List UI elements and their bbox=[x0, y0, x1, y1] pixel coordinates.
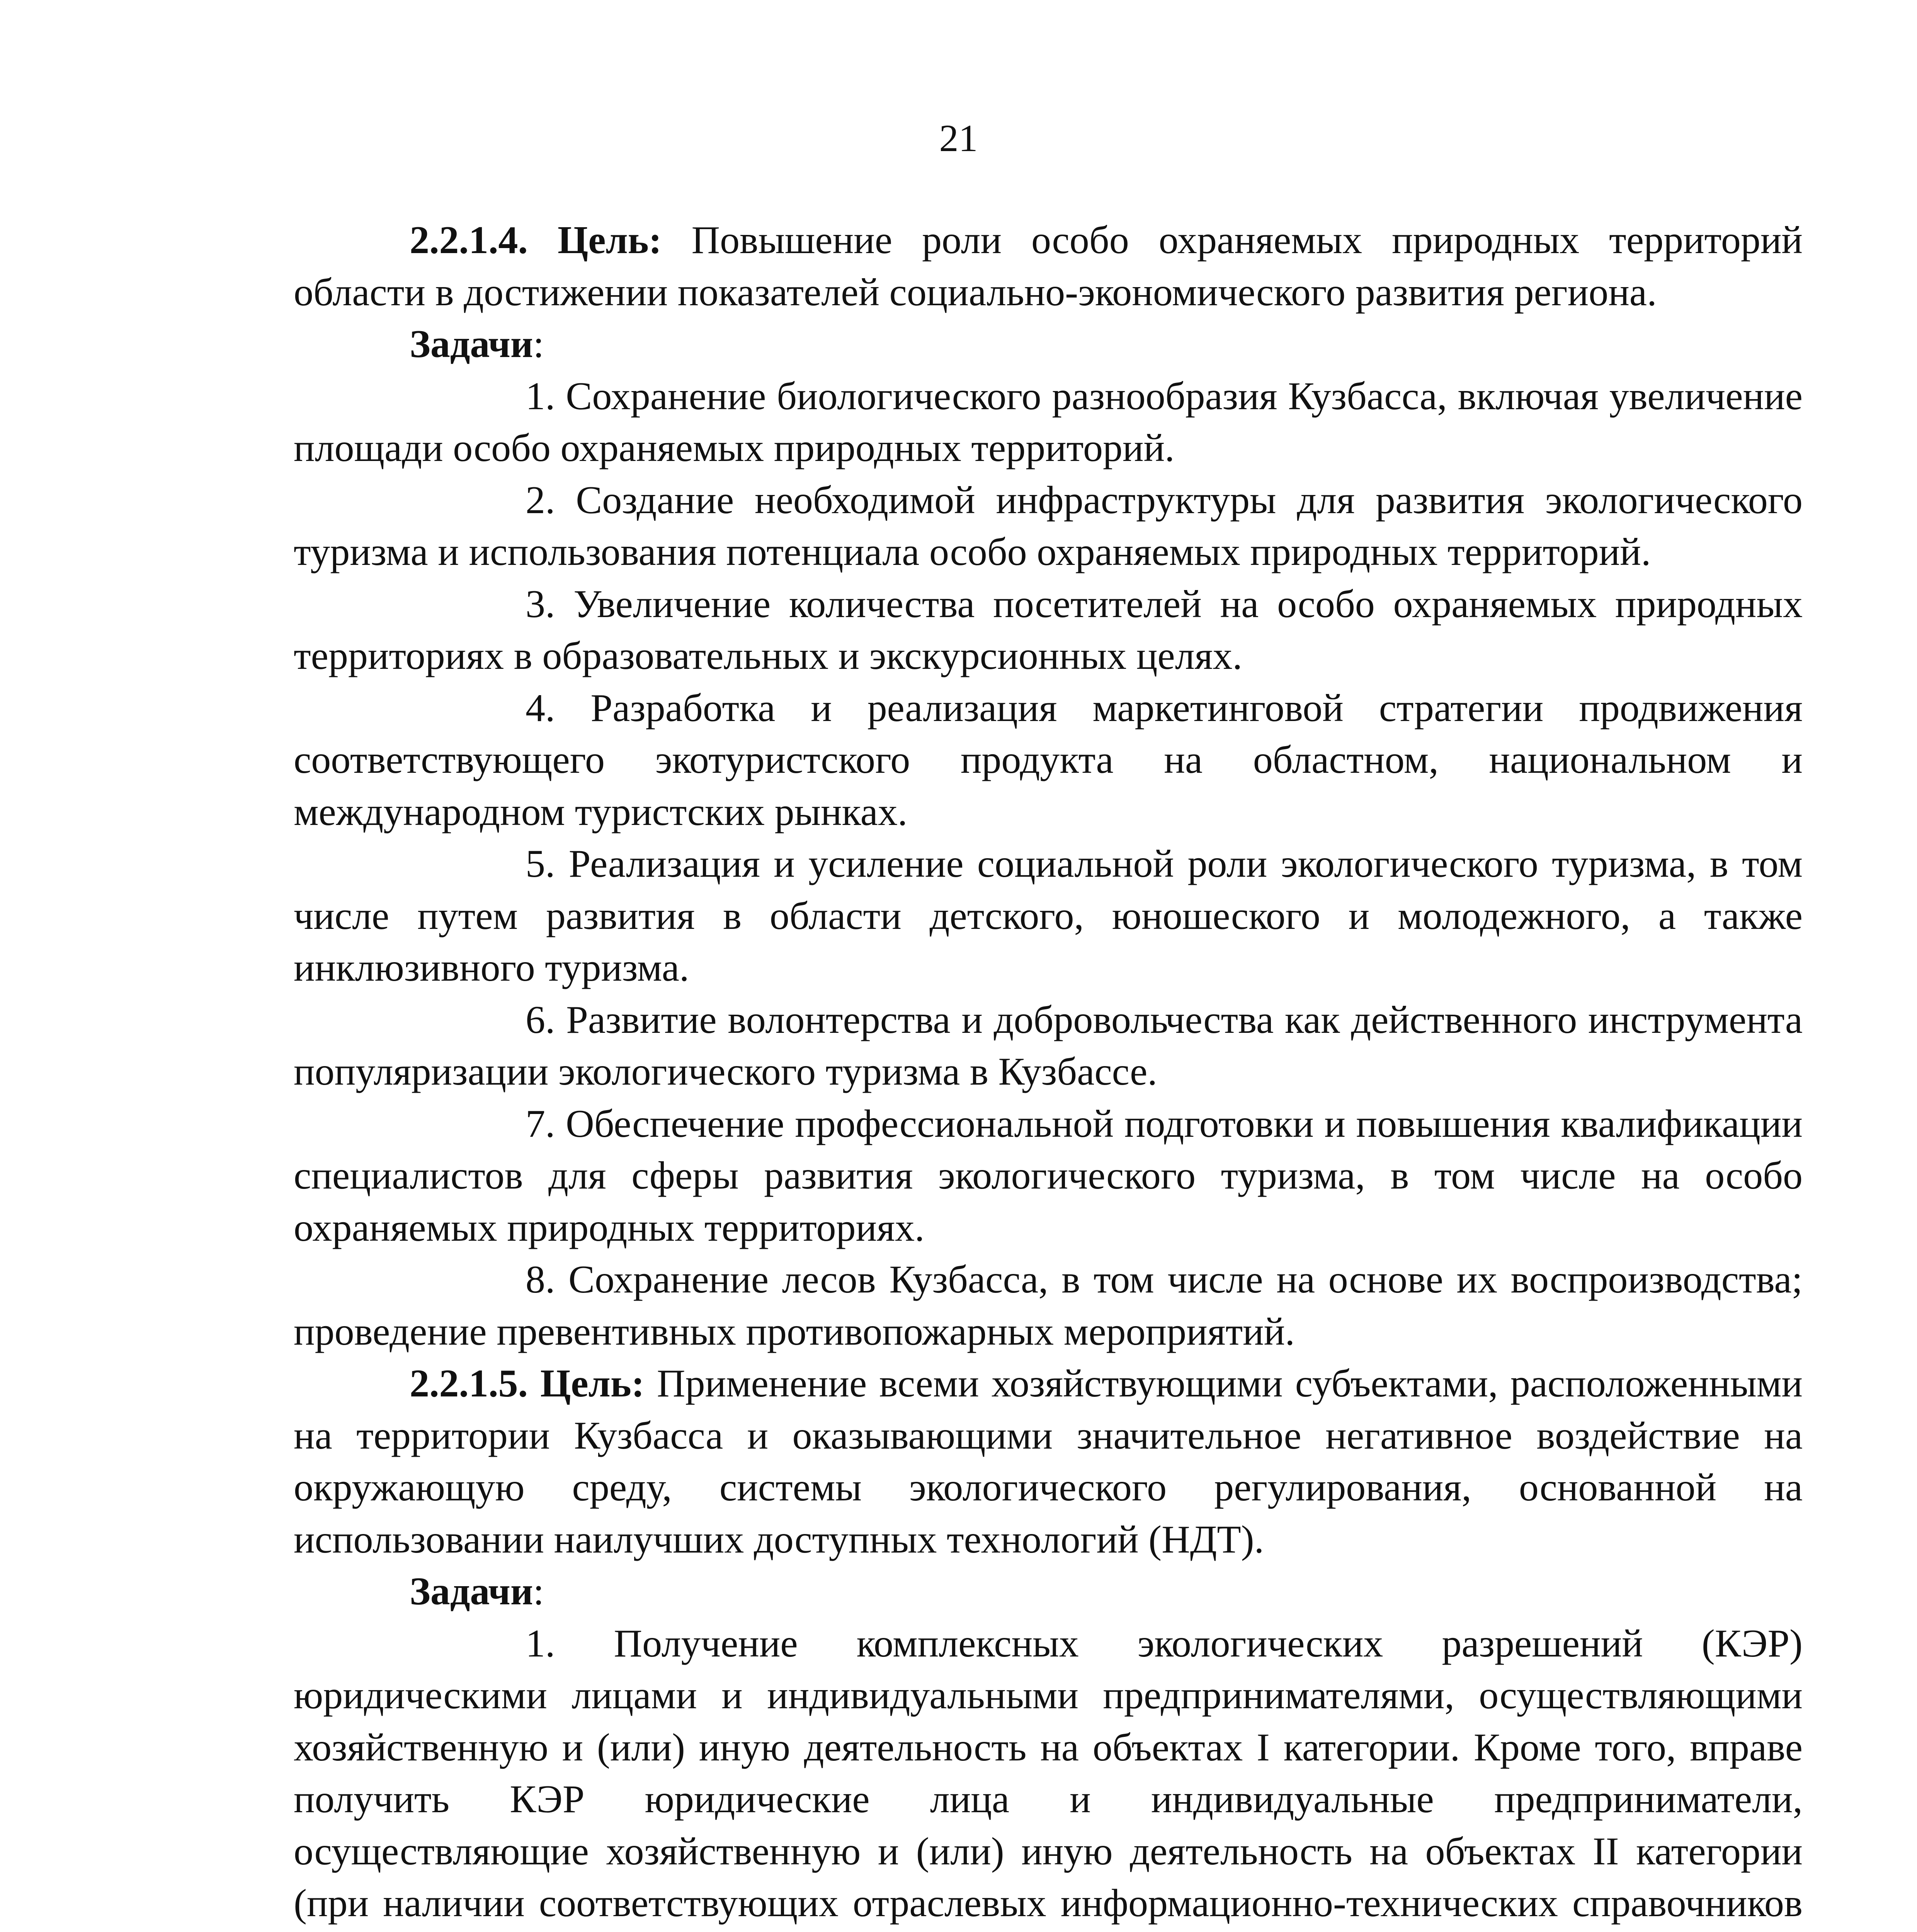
goal-label: Цель: bbox=[540, 1362, 645, 1405]
tasks-heading bbox=[294, 318, 1803, 371]
task-item bbox=[294, 474, 1803, 578]
task-text: Увеличение количества посетителей на особо охраняемых природных территориях в образовательных и экскурсионных целях. bbox=[294, 582, 1803, 678]
task-item bbox=[294, 1254, 1803, 1358]
goal-label: Цель: bbox=[557, 218, 662, 262]
task-text: Получение комплексных экологических разрешений (КЭР) юридическими лицами и индивидуальными предпринимателями, осуществляющими хозяйственную и (или) иную деятельность на объектах I категории. Кроме того, вправе получить КЭР юридические лица и индивидуальные предприниматели, осуществляющие хозяйственную и (или) иную деятельность на объектах II категории (при наличии соответствующих отраслевых информационно-технических справочников bbox=[294, 1621, 1803, 1925]
task-number: 6. bbox=[526, 998, 555, 1042]
tasks-label: Задачи bbox=[410, 322, 533, 366]
task-number: 3. bbox=[526, 582, 555, 626]
tasks-heading bbox=[294, 1566, 1803, 1618]
task-number: 1. bbox=[526, 374, 555, 418]
tasks-colon: : bbox=[533, 1570, 544, 1613]
tasks-label: Задачи bbox=[410, 1570, 533, 1613]
goal-text: Повышение роли особо охраняемых природных территорий области в достижении показателей социально-экономического развития региона. bbox=[294, 218, 1803, 314]
goal-paragraph-2-2-1-5 bbox=[294, 1358, 1803, 1566]
task-item bbox=[294, 578, 1803, 682]
task-item bbox=[294, 1098, 1803, 1254]
goal-text: Применение всеми хозяйствующими субъектами, расположенными на территории Кузбасса и оказывающими значительное негативное воздействие на окружающую среду, системы экологического регулирования, основанной на использовании наилучших доступных технологий (НДТ). bbox=[294, 1362, 1803, 1561]
task-text: Разработка и реализация маркетинговой стратегии продвижения соответствующего экотуристского продукта на областном, национальном и международном туристских рынках. bbox=[294, 686, 1803, 834]
task-text: Сохранение биологического разнообразия Кузбасса, включая увеличение площади особо охраняемых природных территорий. bbox=[294, 374, 1803, 470]
task-text: Развитие волонтерства и добровольчества как действенного инструмента популяризации экологического туризма в Кузбассе. bbox=[294, 998, 1803, 1094]
task-text: Обеспечение профессиональной подготовки и повышения квалификации специалистов для сферы развития экологического туризма, в том числе на особо охраняемых природных территориях. bbox=[294, 1102, 1803, 1250]
task-item bbox=[294, 994, 1803, 1098]
goal-paragraph-2-2-1-4 bbox=[294, 214, 1803, 318]
task-text: Создание необходимой инфраструктуры для развития экологического туризма и использования потенциала особо охраняемых природных территорий. bbox=[294, 478, 1803, 574]
task-item bbox=[294, 682, 1803, 838]
task-number: 5. bbox=[526, 842, 555, 886]
task-number: 4. bbox=[526, 686, 555, 730]
section-number: 2.2.1.4. bbox=[410, 218, 528, 262]
section-number: 2.2.1.5. bbox=[410, 1362, 528, 1405]
task-text: Сохранение лесов Кузбасса, в том числе на основе их воспроизводства; проведение превентивных противопожарных мероприятий. bbox=[294, 1258, 1803, 1354]
task-number: 1. bbox=[526, 1621, 555, 1665]
task-item bbox=[294, 1618, 1803, 1932]
task-number: 7. bbox=[526, 1102, 555, 1146]
task-number: 8. bbox=[526, 1258, 555, 1301]
task-item bbox=[294, 838, 1803, 994]
page-number: 21 bbox=[939, 117, 978, 160]
task-number: 2. bbox=[526, 478, 555, 522]
tasks-colon: : bbox=[533, 322, 544, 366]
document-body bbox=[294, 214, 1803, 1932]
task-item bbox=[294, 371, 1803, 474]
task-text: Реализация и усиление социальной роли экологического туризма, в том числе путем развития в области детского, юношеского и молодежного, а также инклюзивного туризма. bbox=[294, 842, 1803, 990]
